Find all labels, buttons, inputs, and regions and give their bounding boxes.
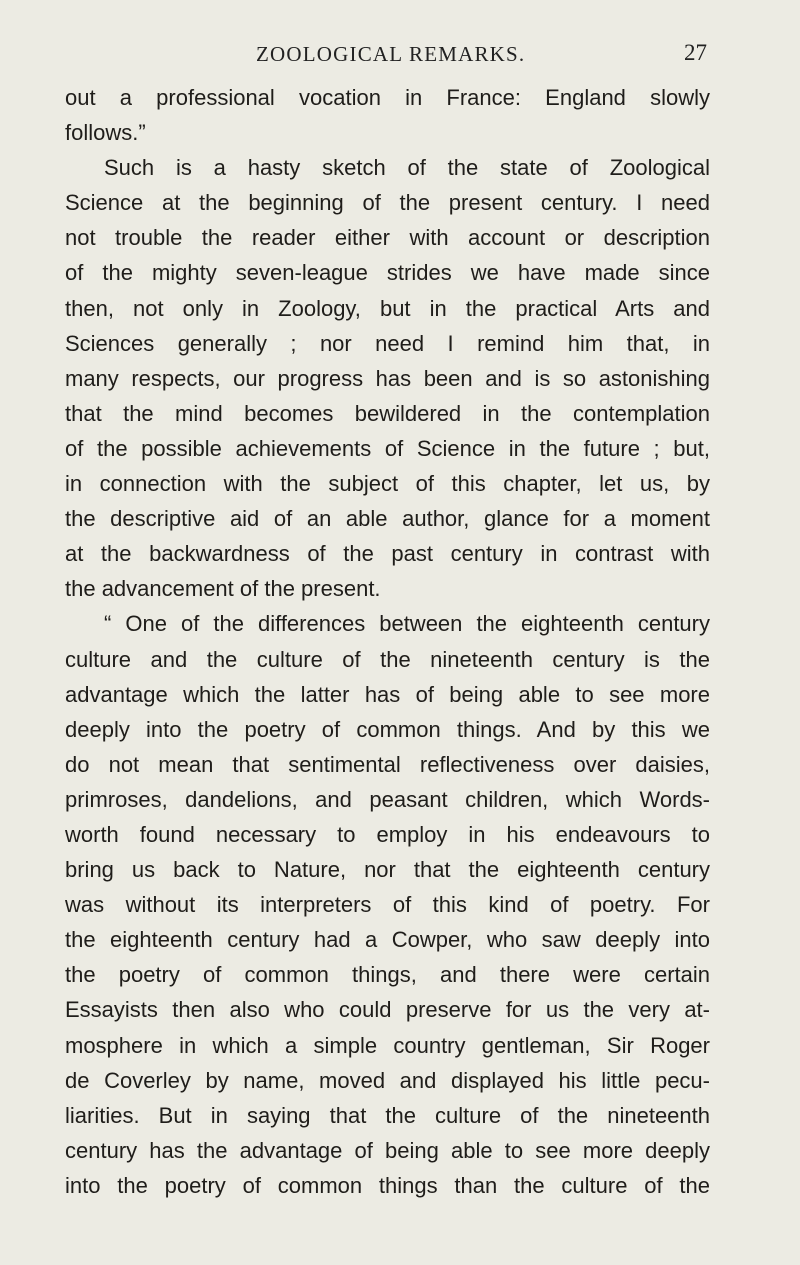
page-number: 27 xyxy=(684,40,707,65)
text-line: the poetry of common things, and there were certain xyxy=(65,962,710,988)
running-title: ZOOLOGICAL REMARKS. xyxy=(256,42,526,66)
text-line: “ One of the differences between the eighteenth century xyxy=(104,611,710,637)
paragraph-1 xyxy=(65,80,710,150)
text-line: then, not only in Zoology, but in the practical Arts and xyxy=(65,295,710,321)
text-line: de Coverley by name, moved and displayed his little pecu- xyxy=(65,1067,710,1093)
text-line: century has the advantage of being able to see more deeply xyxy=(65,1137,710,1163)
text-line: the eighteenth century had a Cowper, who saw deeply into xyxy=(65,927,710,953)
text-line: do not mean that sentimental reflectiveness over daisies, xyxy=(65,751,710,777)
text-line: the advancement of the present. xyxy=(65,576,381,602)
text-line: of the mighty seven-league strides we have made since xyxy=(65,260,710,286)
text-line: deeply into the poetry of common things. And by this we xyxy=(65,716,710,742)
body-text xyxy=(65,80,710,1203)
text-line: of the possible achievements of Science in the future ; but, xyxy=(65,435,710,461)
text-line: not trouble the reader either with account or description xyxy=(65,225,710,251)
text-line: mosphere in which a simple country gentleman, Sir Roger xyxy=(65,1032,710,1058)
text-line: many respects, our progress has been and is so astonishing xyxy=(65,365,710,391)
text-line: liarities. But in saying that the culture of the nineteenth xyxy=(65,1102,710,1128)
text-line: at the backwardness of the past century in contrast with xyxy=(65,541,710,567)
text-line: out a professional vocation in France: England slowly xyxy=(65,85,710,110)
text-line: Essayists then also who could preserve for us the very at- xyxy=(65,997,710,1023)
text-line: culture and the culture of the nineteenth century is the xyxy=(65,646,710,672)
text-line: Such is a hasty sketch of the state of Zoological xyxy=(104,155,710,181)
text-line: worth found necessary to employ in his endeavours to xyxy=(65,821,710,847)
paragraph-2 xyxy=(65,150,710,606)
text-line: into the poetry of common things than the culture of the xyxy=(65,1172,710,1198)
text-line: Sciences generally ; nor need I remind him that, in xyxy=(65,330,710,356)
text-line: was without its interpreters of this kind of poetry. For xyxy=(65,892,710,918)
text-line: primroses, dandelions, and peasant children, which Words- xyxy=(65,786,710,812)
running-header xyxy=(0,38,800,68)
text-line: the descriptive aid of an able author, glance for a moment xyxy=(65,506,710,532)
text-line: follows.” xyxy=(65,120,146,146)
text-line: bring us back to Nature, nor that the eighteenth century xyxy=(65,857,710,883)
text-line: Science at the beginning of the present century. I need xyxy=(65,190,710,216)
text-line: in connection with the subject of this chapter, let us, by xyxy=(65,471,710,497)
paragraph-3 xyxy=(65,606,710,1203)
text-line: that the mind becomes bewildered in the contemplation xyxy=(65,400,710,426)
text-line: advantage which the latter has of being able to see more xyxy=(65,681,710,707)
